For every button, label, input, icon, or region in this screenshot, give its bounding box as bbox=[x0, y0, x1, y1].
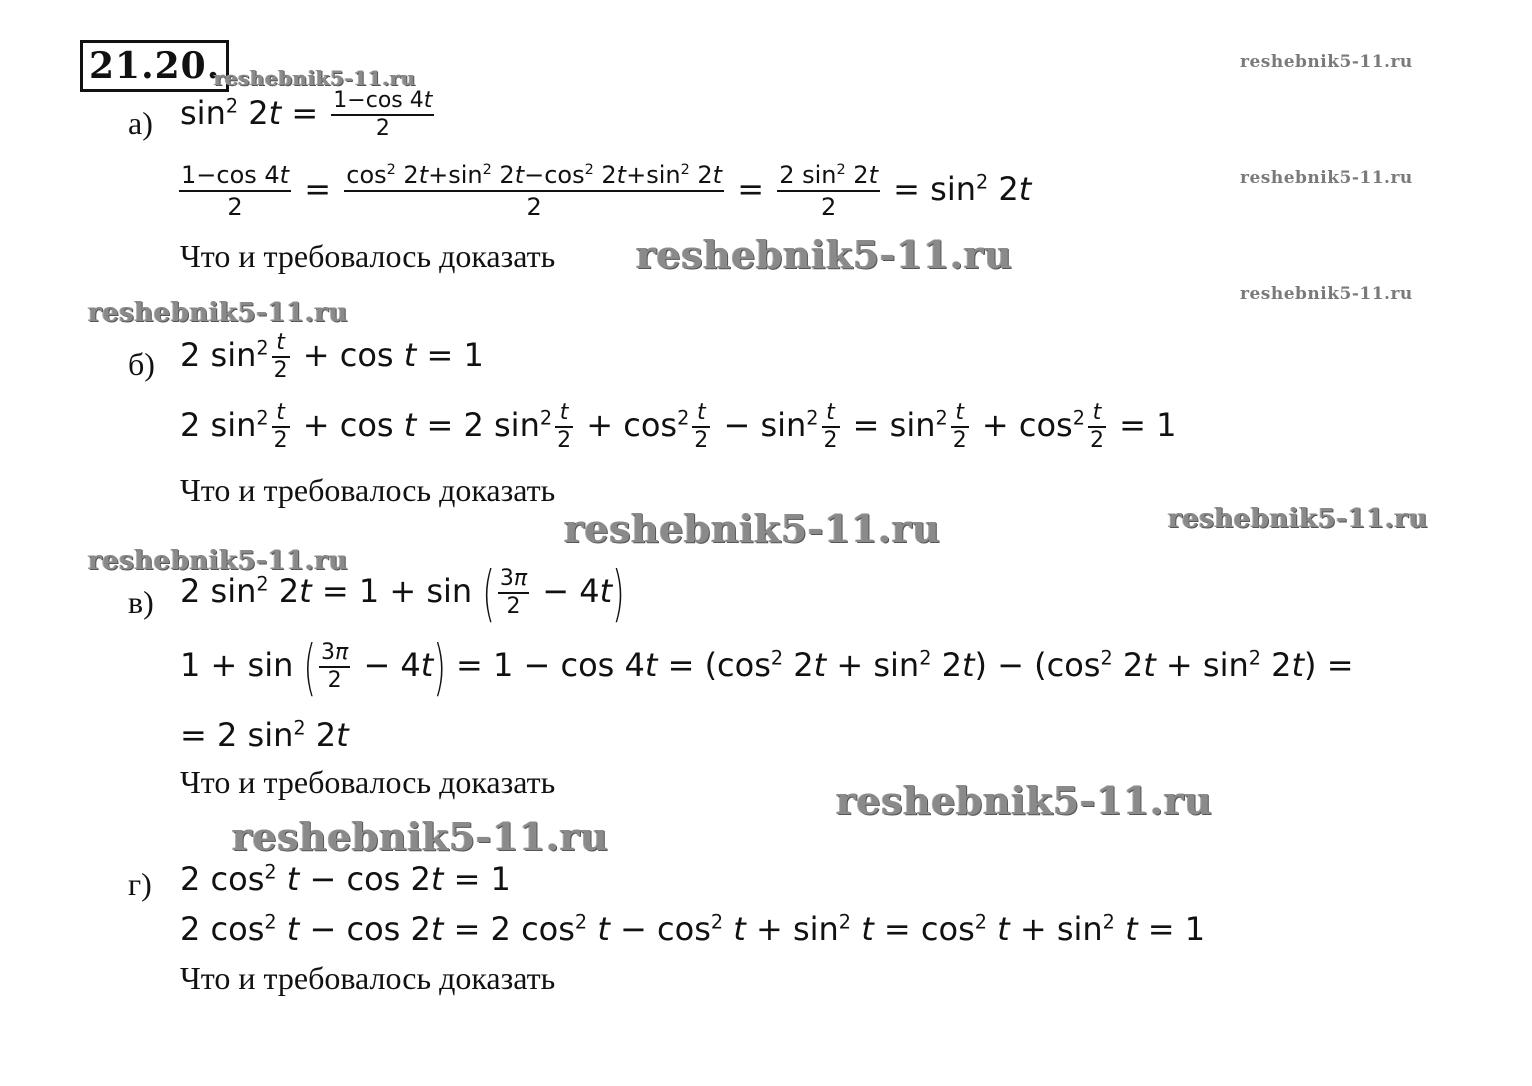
watermark: reshebnik5-11.ru bbox=[636, 232, 1013, 277]
watermark: reshebnik5-11.ru bbox=[1240, 52, 1413, 72]
formula-g-proof: 2 $\cos^2 t - \cos 2t = 2$ $\cos^2 t - \cos^2 t + \sin^2 t = \cos^2 t + \sin^2 t = 1$ bbox=[180, 910, 1206, 948]
formula-v-statement: 2 $\sin^2 2t = 1 + \sin$ ( $\frac{3\pi}{2}$ − 4t) bbox=[180, 556, 625, 630]
watermark: reshebnik5-11.ru bbox=[564, 506, 941, 551]
conclusion-a: Что и требовалось доказать bbox=[180, 238, 556, 274]
watermark: reshebnik5-11.ru bbox=[1168, 504, 1429, 534]
problem-number: 21.20. bbox=[80, 40, 229, 92]
formula-a-statement: $\sin^2 2t$ = $\frac{1-\cos 4t}{2}$ bbox=[180, 88, 433, 141]
formula-g-statement: 2 $\cos^2 t - \cos 2t = 1$ bbox=[180, 860, 511, 898]
conclusion-b: Что и требовалось доказать bbox=[180, 472, 556, 508]
conclusion-g: Что и требовалось доказать bbox=[180, 960, 556, 996]
part-label-g: г) bbox=[128, 866, 152, 902]
formula-a-proof: $\frac{1-\cos 4t}{2}$ = $\frac{\cos^2 2t+\sin^2 2t-\cos^2 2t+\sin^2 2t}{2}$ = $\frac{2 \sin^2 2t}{2}$ = $\sin^2 2t$ bbox=[181, 161, 1032, 221]
formula-v-proof-1: 1 + sin ( $\frac{3\pi}{2}$ − $4t) = 1 - \cos 4t = (\cos^2$ $2t + \sin^2 2t) - (\cos^2$ $2t + \sin^2 2t$) = bbox=[180, 630, 1354, 704]
part-label-v: в) bbox=[128, 584, 154, 620]
conclusion-v: Что и требовалось доказать bbox=[180, 764, 556, 800]
part-label-b: б) bbox=[128, 346, 155, 382]
formula-v-proof-2: = 2 $\sin^2 2t$ bbox=[180, 716, 349, 754]
watermark: reshebnik5-11.ru bbox=[1240, 284, 1413, 304]
formula-b-statement: 2 $\sin^2$ $\frac{t}{2}$ + cos t = 1 bbox=[180, 330, 484, 383]
watermark: reshebnik5-11.ru bbox=[88, 546, 349, 576]
watermark: reshebnik5-11.ru bbox=[214, 66, 416, 90]
watermark: reshebnik5-11.ru bbox=[232, 814, 609, 859]
formula-b-proof: 2 $\sin^2$ $\frac{t}{2}$ + cos t = 2 $\sin^2$ $\frac{t}{2}$ + $\cos^2$ $\frac{t}{2}$ − $\sin^2$ $\frac{t}{2}$ = $\sin^2$ $\frac{t}{2}$ + $\cos^2$ $\frac{t}{2}$ = 1 bbox=[180, 400, 1177, 453]
watermark: reshebnik5-11.ru bbox=[1240, 168, 1413, 188]
watermark: reshebnik5-11.ru bbox=[836, 778, 1213, 823]
part-label-a: а) bbox=[128, 105, 153, 141]
watermark: reshebnik5-11.ru bbox=[88, 298, 349, 328]
